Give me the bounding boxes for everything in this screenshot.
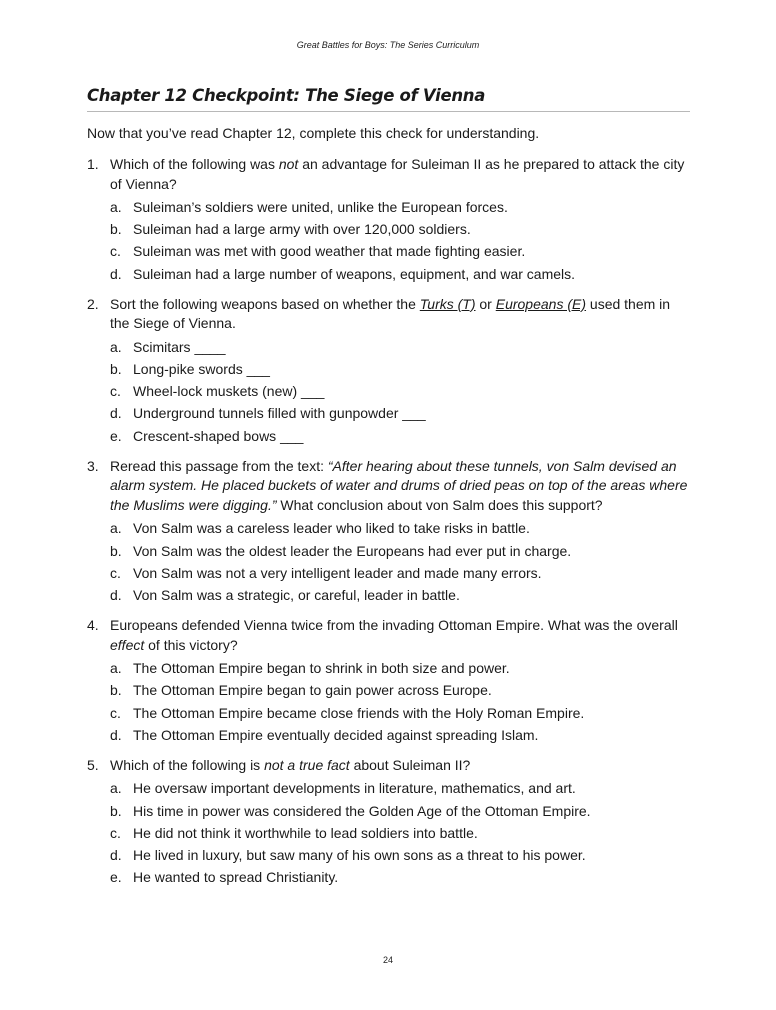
option-text: Suleiman was met with good weather that made fighting easier.	[133, 243, 526, 260]
option-letter: a.	[110, 199, 122, 215]
option-letter: c.	[110, 824, 121, 841]
option-letter: d.	[110, 847, 122, 864]
option-letter: b.	[110, 221, 122, 238]
answer-options	[110, 777, 690, 888]
answer-option	[110, 517, 690, 539]
option-letter: c.	[110, 704, 121, 721]
emphasis: not	[278, 156, 299, 172]
answer-option	[110, 562, 690, 584]
option-text: Von Salm was not a very intelligent leader and made many errors.	[133, 564, 542, 581]
option-letter: b.	[110, 802, 122, 819]
page-number: 24	[382, 955, 393, 965]
option-text: Underground tunnels filled with gunpowder ___	[133, 405, 426, 422]
intro-text: Now that you’ve read Chapter 12, complete this check for understanding.	[87, 125, 540, 141]
option-text: He wanted to spread Christianity.	[133, 869, 339, 886]
answer-option	[110, 844, 690, 866]
answer-option	[110, 866, 690, 888]
option-letter: a.	[110, 338, 122, 355]
emphasis: effect	[110, 636, 145, 653]
option-text: Von Salm was a strategic, or careful, leader in battle.	[133, 586, 460, 603]
option-text: The Ottoman Empire began to gain power across Europe.	[133, 682, 492, 699]
question-text: Reread this passage from the text: “After hearing about these tunnels, von Salm devised an alarm system. He placed buckets of water and drums of dried peas on top of the areas where the Muslims were digging.” What conclusion about von Salm does this support?	[110, 457, 688, 513]
option-letter: c.	[110, 564, 121, 581]
answer-option	[110, 584, 690, 606]
answer-option	[110, 702, 690, 724]
underlined-term: Europeans (E)	[495, 295, 587, 312]
option-text: Suleiman had a large army with over 120,000 soldiers.	[133, 221, 471, 238]
option-text: Long-pike swords ___	[133, 361, 270, 378]
option-text: Von Salm was a careless leader who liked to take risks in battle.	[133, 520, 530, 537]
option-letter: e.	[110, 869, 122, 886]
answer-option	[110, 240, 690, 262]
option-letter: a.	[110, 660, 122, 677]
question-number: 2.	[87, 295, 99, 312]
answer-option	[110, 657, 690, 679]
page-title: Chapter 12 Checkpoint: The Siege of Vienna	[87, 86, 486, 105]
option-text: Scimitars ____	[133, 338, 226, 355]
option-text: The Ottoman Empire began to shrink in both size and power.	[133, 660, 510, 677]
option-letter: b.	[110, 542, 122, 559]
answer-option	[110, 724, 690, 746]
question-3	[87, 457, 690, 606]
question-list	[87, 155, 690, 898]
option-letter: a.	[110, 780, 122, 797]
question-1	[87, 155, 690, 285]
question-text: Which of the following was not an advantage for Suleiman II as he prepared to attack the city of Vienna?	[110, 156, 685, 192]
answer-options	[110, 336, 690, 447]
answer-options	[110, 657, 690, 746]
question-text: Europeans defended Vienna twice from the invading Ottoman Empire. What was the overall effect of this victory?	[110, 617, 678, 653]
option-letter: d.	[110, 726, 122, 743]
option-text: He lived in luxury, but saw many of his own sons as a threat to his power.	[133, 847, 586, 864]
option-text: Von Salm was the oldest leader the Europeans had ever put in charge.	[133, 542, 572, 559]
question-5	[87, 756, 690, 889]
question-number: 1.	[87, 156, 99, 172]
underlined-term: Turks (T)	[419, 295, 476, 312]
option-text: Suleiman’s soldiers were united, unlike the European forces.	[133, 199, 508, 215]
answer-option	[110, 263, 690, 285]
option-letter: c.	[110, 383, 121, 400]
option-letter: d.	[110, 405, 122, 422]
answer-options	[110, 196, 690, 285]
question-2	[87, 295, 690, 447]
title-divider	[87, 111, 690, 112]
question-number: 5.	[87, 756, 99, 773]
answer-option	[110, 540, 690, 562]
answer-option	[110, 358, 690, 380]
question-4	[87, 616, 690, 746]
option-letter: c.	[110, 243, 121, 260]
option-letter: b.	[110, 361, 122, 378]
option-text: The Ottoman Empire became close friends with the Holy Roman Empire.	[133, 704, 585, 721]
answer-option	[110, 402, 690, 424]
option-letter: d.	[110, 265, 122, 282]
answer-option	[110, 196, 690, 218]
question-number: 3.	[87, 457, 99, 474]
answer-option	[110, 800, 690, 822]
answer-options	[110, 517, 690, 606]
option-letter: d.	[110, 586, 122, 603]
option-letter: e.	[110, 427, 122, 444]
option-text: He oversaw important developments in literature, mathematics, and art.	[133, 780, 576, 797]
running-header: Great Battles for Boys: The Series Curriculum	[296, 40, 480, 50]
question-text: Sort the following weapons based on whether the Turks (T) or Europeans (E) used them in the Siege of Vienna.	[110, 295, 671, 332]
answer-option	[110, 425, 690, 447]
option-letter: b.	[110, 682, 122, 699]
option-letter: a.	[110, 520, 122, 537]
question-text: Which of the following is not a true fact about Suleiman II?	[110, 756, 471, 773]
answer-option	[110, 822, 690, 844]
answer-option	[110, 380, 690, 402]
option-text: The Ottoman Empire eventually decided against spreading Islam.	[133, 726, 539, 743]
option-text: His time in power was considered the Golden Age of the Ottoman Empire.	[133, 802, 591, 819]
quoted-passage: “After hearing about these tunnels, von Salm devised an alarm system. He placed buckets of water and drums of dried peas on top of the areas where the Muslims were digging.”	[110, 457, 688, 513]
option-text: Wheel-lock muskets (new) ___	[133, 383, 325, 400]
answer-option	[110, 777, 690, 799]
option-text: Crescent-shaped bows ___	[133, 427, 304, 444]
question-number: 4.	[87, 617, 99, 634]
answer-option	[110, 336, 690, 358]
emphasis: not a true fact	[264, 756, 350, 773]
option-text: He did not think it worthwhile to lead soldiers into battle.	[133, 824, 478, 841]
option-text: Suleiman had a large number of weapons, equipment, and war camels.	[133, 265, 576, 282]
answer-option	[110, 218, 690, 240]
answer-option	[110, 679, 690, 701]
